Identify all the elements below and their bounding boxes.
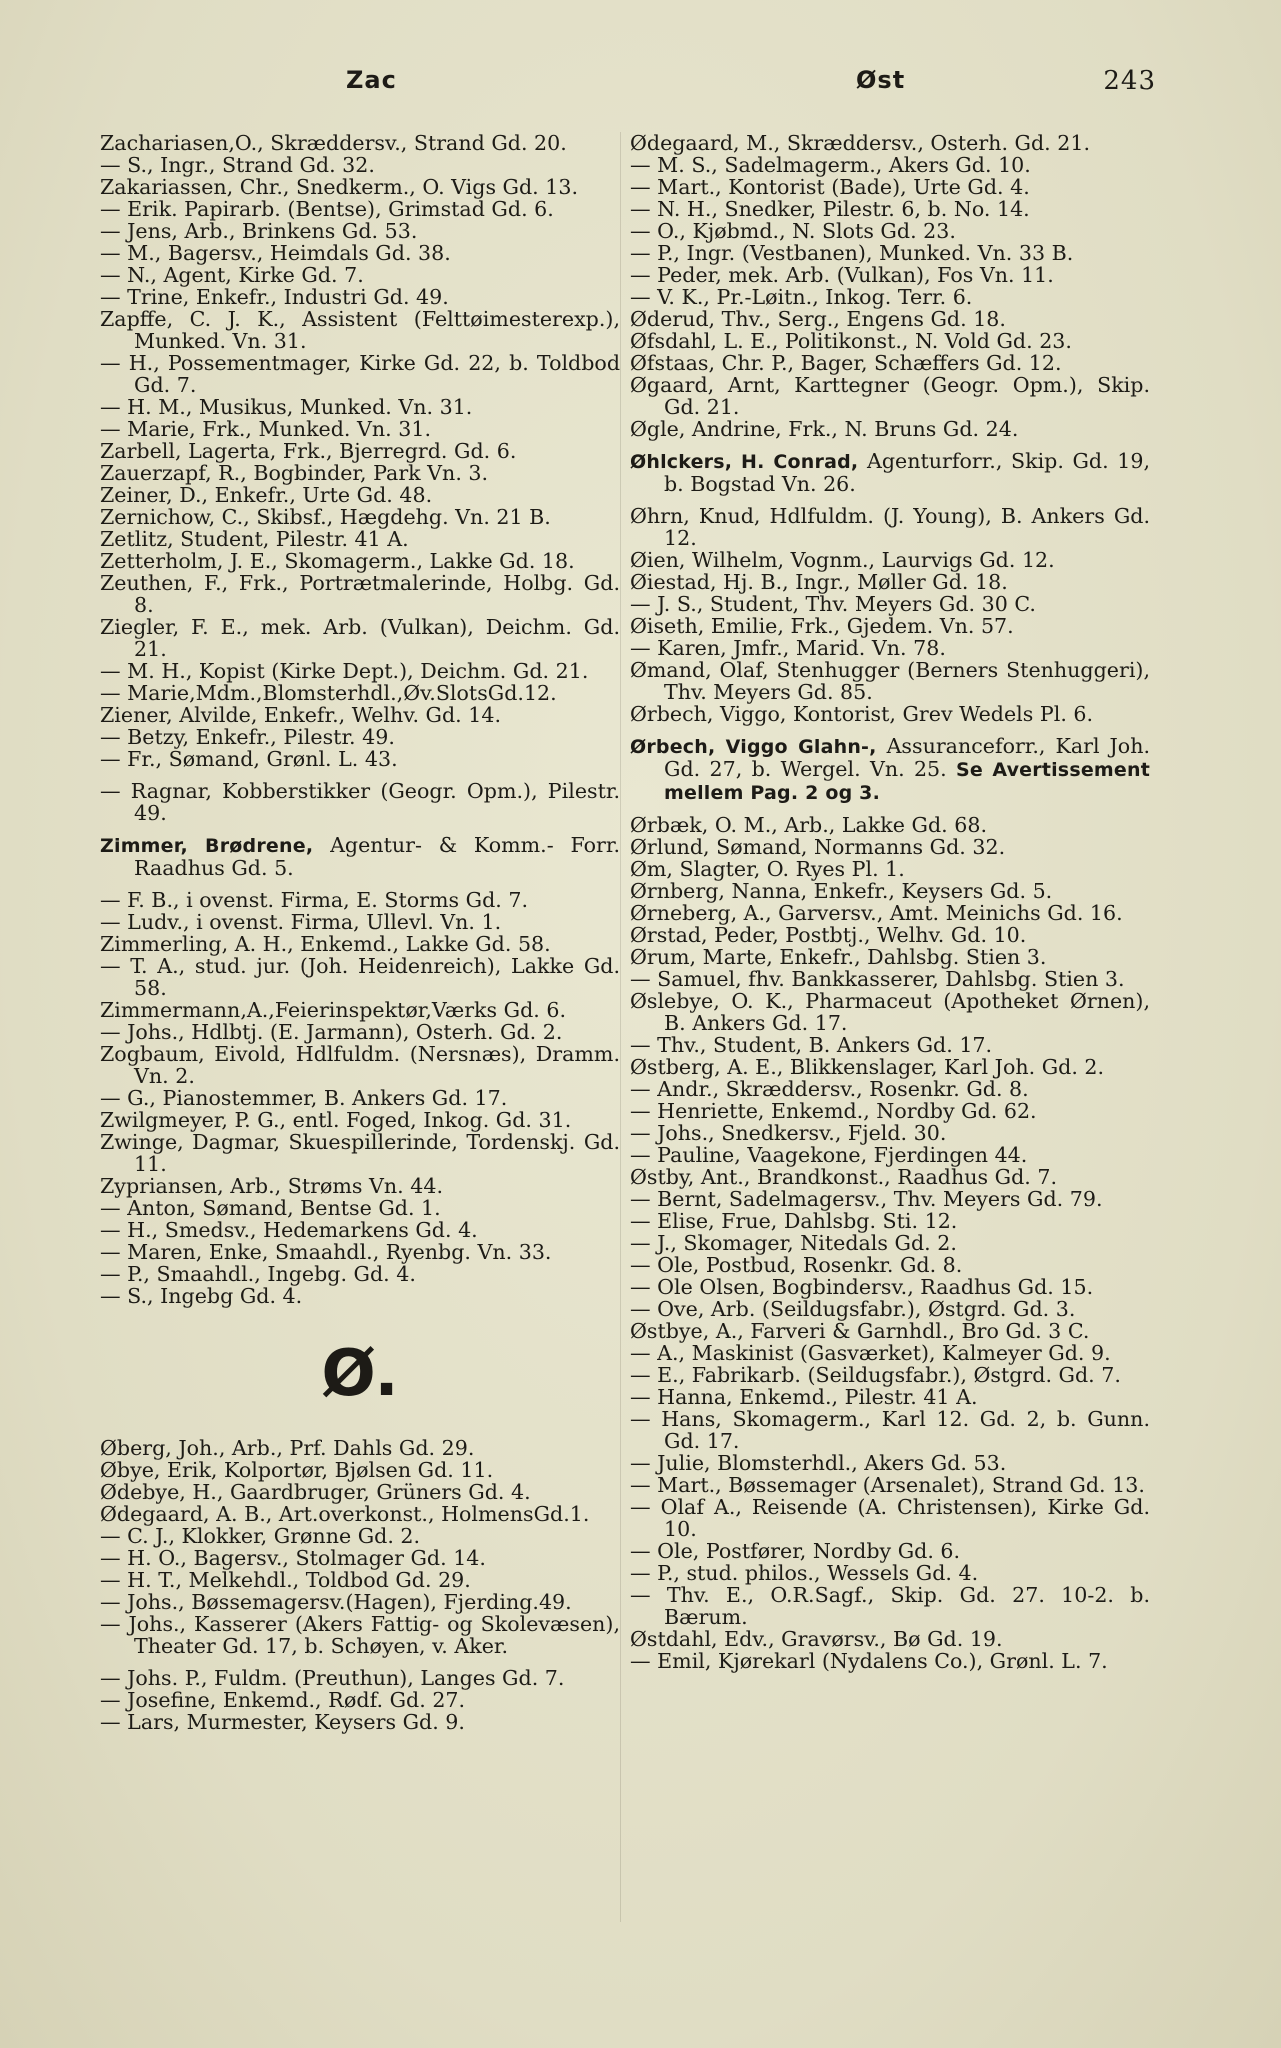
list-item: — Andr., Skræddersv., Rosenkr. Gd. 8. (630, 1077, 1029, 1101)
list-item: Ørbæk, O. M., Arb., Lakke Gd. 68. (630, 813, 987, 837)
list-item: Zarbell, Lagerta, Frk., Bjerregrd. Gd. 6. (100, 439, 517, 463)
list-item: — Ove, Arb. (Seildugsfabr.), Østgrd. Gd. 3. (630, 1297, 1076, 1321)
firm-name: Zimmer, Brødrene, (100, 835, 314, 857)
list-item: — P., Smaahdl., Ingebg. Gd. 4. (100, 1262, 416, 1286)
list-item: Ørnberg, Nanna, Enkefr., Keysers Gd. 5. (630, 879, 1053, 903)
list-item: Zeiner, D., Enkefr., Urte Gd. 48. (100, 483, 433, 507)
list-item: Zernichow, C., Skibsf., Hægdehg. Vn. 21 B. (100, 505, 551, 529)
list-item: Ziegler, F. E., mek. Arb. (Vulkan), Deichm. Gd. 21. (100, 615, 620, 661)
list-item: Østbye, A., Farveri & Garnhdl., Bro Gd. 3 C. (630, 1319, 1090, 1343)
list-item: Zachariasen,O., Skræddersv., Strand Gd. 20. (100, 131, 567, 155)
list-item: — A., Maskinist (Gasværket), Kalmeyer Gd. 9. (630, 1341, 1111, 1365)
list-item: Ørneberg, A., Garversv., Amt. Meinichs Gd. 16. (630, 901, 1123, 925)
list-item-firm-ohlckers (630, 450, 1150, 495)
right-column (630, 132, 1150, 1672)
firm-details: Agenturforr., Skip. Gd. 19, b. Bogstad Vn. 26. (664, 449, 1151, 496)
list-item: Ørbech, Viggo, Kontorist, Grev Wedels Pl. 6. (630, 702, 1094, 726)
list-item-firm-orbech (630, 735, 1150, 804)
firm-name: Ørbech, Viggo Glahn-, (630, 736, 877, 758)
list-item: — Hanna, Enkemd., Pilestr. 41 A. (630, 1385, 978, 1409)
list-item: — P., stud. philos., Wessels Gd. 4. (630, 1561, 979, 1585)
list-item: Øgle, Andrine, Frk., N. Bruns Gd. 24. (630, 417, 1019, 441)
list-item: — Anton, Sømand, Bentse Gd. 1. (100, 1196, 441, 1220)
list-item: — Elise, Frue, Dahlsbg. Sti. 12. (630, 1209, 958, 1233)
list-item: — Josefine, Enkemd., Rødf. Gd. 27. (100, 1688, 466, 1712)
list-item: — Marie,Mdm.,Blomsterhdl.,Øv.SlotsGd.12. (100, 681, 557, 705)
list-item: — Fr., Sømand, Grønl. L. 43. (100, 747, 398, 771)
list-item: — Johs., Bøssemagersv.(Hagen), Fjerding.49. (100, 1590, 572, 1614)
list-item: Zeuthen, F., Frk., Portrætmalerinde, Holbg. Gd. 8. (100, 571, 620, 617)
advert-reference: Avertissement mellem Pag. 2 og 3. (664, 759, 1151, 804)
list-item: — Marie, Frk., Munked. Vn. 31. (100, 417, 431, 441)
list-item: — H. T., Melkehdl., Toldbod Gd. 29. (100, 1568, 471, 1592)
list-item: Øgaard, Arnt, Karttegner (Geogr. Opm.), Skip. Gd. 21. (630, 373, 1150, 419)
list-item: — V. K., Pr.-Løitn., Inkog. Terr. 6. (630, 285, 973, 309)
list-item: — Betzy, Enkefr., Pilestr. 49. (100, 725, 395, 749)
list-item: — Karen, Jmfr., Marid. Vn. 78. (630, 636, 946, 660)
list-item: Østberg, A. E., Blikkenslager, Karl Joh. Gd. 2. (630, 1055, 1105, 1079)
list-item: — Mart., Kontorist (Bade), Urte Gd. 4. (630, 175, 1030, 199)
list-item: — Olaf A., Reisende (A. Christensen), Kirke Gd. 10. (630, 1495, 1150, 1541)
list-item: Øslebye, O. K., Pharmaceut (Apotheket Ørnen), B. Ankers Gd. 17. (630, 989, 1150, 1035)
list-item: — N., Agent, Kirke Gd. 7. (100, 263, 364, 287)
list-item: Østby, Ant., Brandkonst., Raadhus Gd. 7. (630, 1165, 1058, 1189)
list-item: Øhrn, Knud, Hdlfuldm. (J. Young), B. Ankers Gd. 12. (630, 504, 1150, 550)
list-item: — Thv. E., O.R.Sagf., Skip. Gd. 27. 10-2. b. Bærum. (630, 1583, 1150, 1629)
list-item: — H. O., Bagersv., Stolmager Gd. 14. (100, 1546, 486, 1570)
list-item: — Erik. Papirarb. (Bentse), Grimstad Gd. 6. (100, 197, 554, 221)
list-item: — T. A., stud. jur. (Joh. Heidenreich), Lakke Gd. 58. (100, 954, 620, 1000)
list-item: — Emil, Kjørekarl (Nydalens Co.), Grønl. L. 7. (630, 1649, 1108, 1673)
list-item: — H. M., Musikus, Munked. Vn. 31. (100, 395, 473, 419)
list-item: — M., Bagersv., Heimdals Gd. 38. (100, 241, 451, 265)
list-item: — H., Smedsv., Hedemarkens Gd. 4. (100, 1218, 478, 1242)
list-item: — N. H., Snedker, Pilestr. 6, b. No. 14. (630, 197, 1030, 221)
list-item: — S., Ingebg Gd. 4. (100, 1284, 303, 1308)
list-item: — J., Skomager, Nitedals Gd. 2. (630, 1231, 957, 1255)
header-right-word: Øst (856, 66, 906, 94)
list-item: Ødebye, H., Gaardbruger, Grüners Gd. 4. (100, 1480, 531, 1504)
advert-reference-se: Se (956, 759, 984, 781)
list-item: — S., Ingr., Strand Gd. 32. (100, 153, 375, 177)
firm-details: Agentur- & Komm.- Forr. Raadhus Gd. 5. (134, 833, 620, 880)
list-item: — Ludv., i ovenst. Firma, Ullevl. Vn. 1. (100, 910, 502, 934)
list-item: Øm, Slagter, O. Ryes Pl. 1. (630, 857, 905, 881)
list-item: — Pauline, Vaagekone, Fjerdingen 44. (630, 1143, 1028, 1167)
list-item: — Mart., Bøssemager (Arsenalet), Strand Gd. 13. (630, 1473, 1145, 1497)
list-item: — Julie, Blomsterhdl., Akers Gd. 53. (630, 1451, 1007, 1475)
list-item: Ødegaard, A. B., Art.overkonst., HolmensGd.1. (100, 1502, 590, 1526)
list-item: — F. B., i ovenst. Firma, E. Storms Gd. 7. (100, 888, 529, 912)
list-item: — E., Fabrikarb. (Seildugsfabr.), Østgrd. Gd. 7. (630, 1363, 1121, 1387)
list-item: Zypriansen, Arb., Strøms Vn. 44. (100, 1174, 443, 1198)
list-item: — Peder, mek. Arb. (Vulkan), Fos Vn. 11. (630, 263, 1054, 287)
column-divider (620, 132, 621, 1922)
list-item: — M. H., Kopist (Kirke Dept.), Deichm. Gd. 21. (100, 659, 589, 683)
list-item: Øiestad, Hj. B., Ingr., Møller Gd. 18. (630, 570, 1008, 594)
list-item: — Johs., Snedkersv., Fjeld. 30. (630, 1121, 947, 1145)
list-item: Ømand, Olaf, Stenhugger (Berners Stenhuggeri), Thv. Meyers Gd. 85. (630, 658, 1150, 704)
list-item: — Maren, Enke, Smaahdl., Ryenbg. Vn. 33. (100, 1240, 552, 1264)
list-item: Ziener, Alvilde, Enkefr., Welhv. Gd. 14. (100, 703, 502, 727)
firm-details: Assuranceforr., Karl Joh. Gd. 27, b. Wergel. Vn. 25. (664, 734, 1151, 781)
list-item: — C. J., Klokker, Grønne Gd. 2. (100, 1524, 421, 1548)
list-item: — H., Possementmager, Kirke Gd. 22, b. Toldbod Gd. 7. (100, 351, 620, 397)
list-item: Ørlund, Sømand, Normanns Gd. 32. (630, 835, 1006, 859)
list-item: — Johs. P., Fuldm. (Preuthun), Langes Gd. 7. (100, 1666, 565, 1690)
list-item: Østdahl, Edv., Gravørsv., Bø Gd. 19. (630, 1627, 1003, 1651)
list-item: Øberg, Joh., Arb., Prf. Dahls Gd. 29. (100, 1436, 475, 1460)
list-item: — Ragnar, Kobberstikker (Geogr. Opm.), Pilestr. 49. (100, 779, 620, 825)
list-item: Zetterholm, J. E., Skomagerm., Lakke Gd. 18. (100, 549, 575, 573)
list-item: Zwinge, Dagmar, Skuespillerinde, Tordenskj. Gd. 11. (100, 1130, 620, 1176)
list-item: Ødegaard, M., Skræddersv., Osterh. Gd. 21. (630, 131, 1091, 155)
page-header (96, 66, 1156, 106)
header-left-word: Zac (346, 66, 397, 94)
list-item: Øderud, Thv., Serg., Engens Gd. 18. (630, 307, 1006, 331)
list-item: — Thv., Student, B. Ankers Gd. 17. (630, 1033, 993, 1057)
list-item: Øfstaas, Chr. P., Bager, Schæffers Gd. 12. (630, 351, 1062, 375)
list-item: — Johs., Hdlbtj. (E. Jarmann), Osterh. Gd. 2. (100, 1020, 563, 1044)
list-item: — Ole, Postbud, Rosenkr. Gd. 8. (630, 1253, 963, 1277)
list-item: — G., Pianostemmer, B. Ankers Gd. 17. (100, 1086, 508, 1110)
left-column (100, 132, 620, 1733)
list-item: Zimmermann,A.,Feierinspektør,Værks Gd. 6. (100, 998, 567, 1022)
list-item: — Johs., Kasserer (Akers Fattig- og Skolevæsen), Theater Gd. 17, b. Schøyen, v. Aker. (100, 1612, 620, 1658)
list-item: — M. S., Sadelmagerm., Akers Gd. 10. (630, 153, 1031, 177)
section-heading: Ø. (321, 1337, 399, 1411)
list-item: — O., Kjøbmd., N. Slots Gd. 23. (630, 219, 956, 243)
list-item: — Samuel, fhv. Bankkasserer, Dahlsbg. Stien 3. (630, 967, 1125, 991)
list-item: Zapffe, C. J. K., Assistent (Felttøimesterexp.), Munked. Vn. 31. (100, 307, 620, 353)
list-item: Øbye, Erik, Kolportør, Bjølsen Gd. 11. (100, 1458, 494, 1482)
list-item: Zauerzapf, R., Bogbinder, Park Vn. 3. (100, 461, 489, 485)
list-item: — Jens, Arb., Brinkens Gd. 53. (100, 219, 418, 243)
list-item: Ørum, Marte, Enkefr., Dahlsbg. Stien 3. (630, 945, 1047, 969)
list-item: Øfsdahl, L. E., Politikonst., N. Vold Gd. 23. (630, 329, 1072, 353)
list-item: Zogbaum, Eivold, Hdlfuldm. (Nersnæs), Dramm. Vn. 2. (100, 1042, 620, 1088)
list-item: Zimmerling, A. H., Enkemd., Lakke Gd. 58. (100, 932, 551, 956)
list-item: Øiseth, Emilie, Frk., Gjedem. Vn. 57. (630, 614, 1014, 638)
list-item: Zwilgmeyer, P. G., entl. Foged, Inkog. Gd. 31. (100, 1108, 572, 1132)
list-item: Zetlitz, Student, Pilestr. 41 A. (100, 527, 409, 551)
list-item: — J. S., Student, Thv. Meyers Gd. 30 C. (630, 592, 1036, 616)
list-item: — Trine, Enkefr., Industri Gd. 49. (100, 285, 449, 309)
list-item: Ørstad, Peder, Postbtj., Welhv. Gd. 10. (630, 923, 1027, 947)
firm-name: Øhlckers, H. Conrad, (630, 451, 859, 473)
list-item: — Bernt, Sadelmagersv., Thv. Meyers Gd. 79. (630, 1187, 1103, 1211)
list-item: — Henriette, Enkemd., Nordby Gd. 62. (630, 1099, 1037, 1123)
list-item-firm-zimmer (100, 834, 620, 879)
page-number: 243 (1103, 66, 1156, 96)
list-item: Øien, Wilhelm, Vognm., Laurvigs Gd. 12. (630, 548, 1055, 572)
list-item: — Ole Olsen, Bogbindersv., Raadhus Gd. 15. (630, 1275, 1094, 1299)
list-item: — Lars, Murmester, Keysers Gd. 9. (100, 1710, 465, 1734)
list-item: — P., Ingr. (Vestbanen), Munked. Vn. 33 B. (630, 241, 1074, 265)
list-item: — Ole, Postfører, Nordby Gd. 6. (630, 1539, 961, 1563)
list-item: — Hans, Skomagerm., Karl 12. Gd. 2, b. Gunn. Gd. 17. (630, 1407, 1150, 1453)
list-item: Zakariassen, Chr., Snedkerm., O. Vigs Gd. 13. (100, 175, 579, 199)
